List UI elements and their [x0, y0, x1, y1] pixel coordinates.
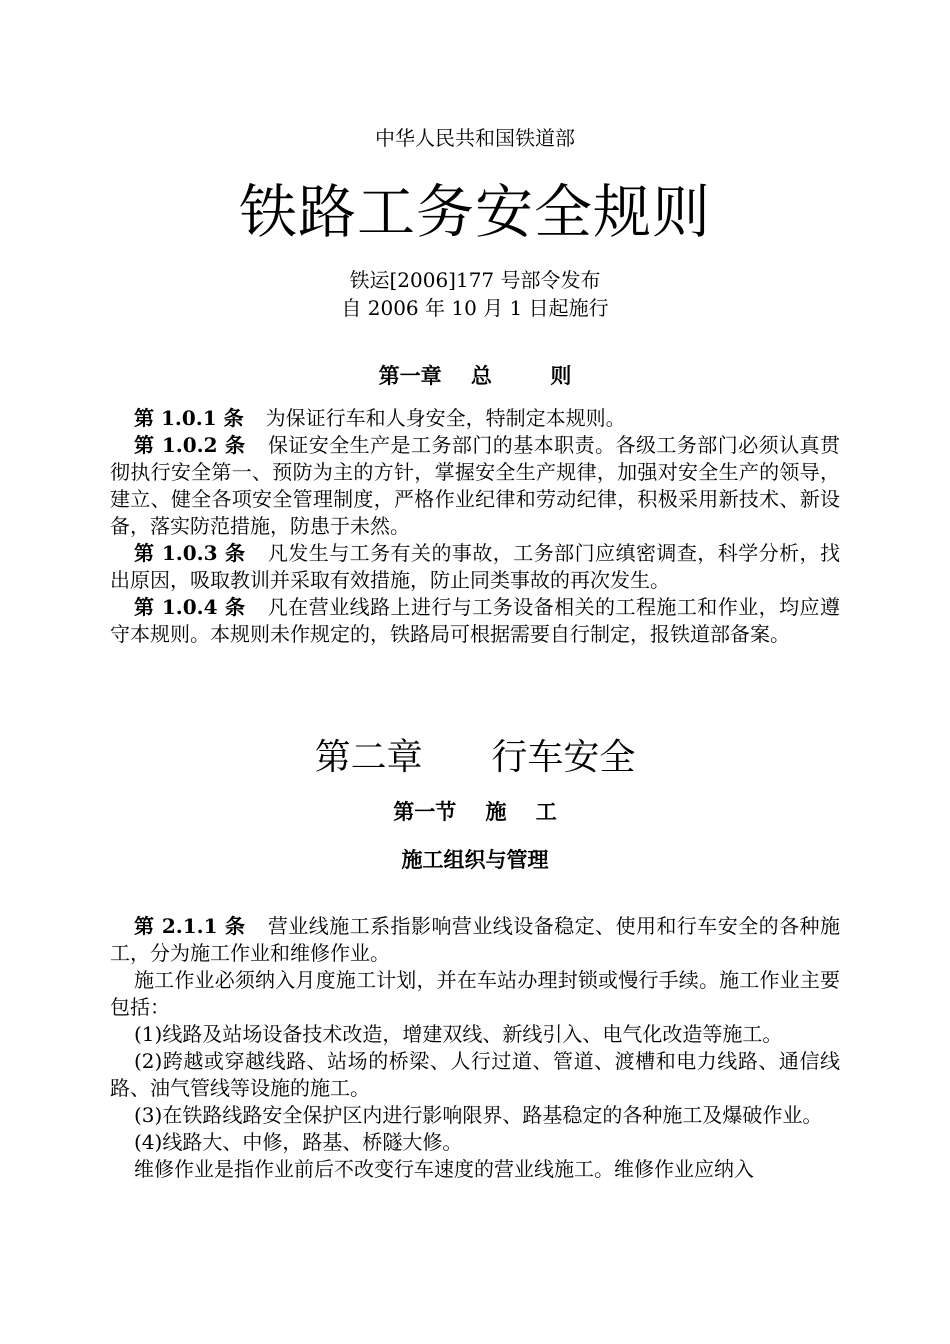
article-text: 为保证行车和人身安全，特制定本规则。	[265, 406, 626, 430]
article-2-1-1	[110, 913, 840, 967]
list-item: (2)跨越或穿越线路、站场的桥梁、人行过道、管道、渡槽和电力线路、通信线路、油气管线等设施的施工。	[110, 1049, 840, 1100]
body-paragraph: 施工作业必须纳入月度施工计划，并在车站办理封锁或慢行手续。施工作业主要包括：	[110, 968, 840, 1019]
article-1-0-2	[110, 432, 840, 540]
article-1-0-3	[110, 540, 840, 594]
article-text: 凡发生与工务有关的事故，工务部门应缜密调查，科学分析，找出原因，吸取教训并采取有效措施，防止同类事故的再次发生。	[110, 541, 840, 592]
issue-decree: 铁运[2006]177 号部令发布	[349, 268, 601, 292]
list-item: (4)线路大、中修，路基、桥隧大修。	[134, 1130, 463, 1154]
chapter-2-heading: 第二章 行车安全	[314, 737, 636, 778]
article-text: 营业线施工系指影响营业线设备稳定、使用和行车安全的各种施工，分为施工作业和维修作业。	[110, 914, 840, 965]
list-item: (1)线路及站场设备技术改造，增建双线、新线引入、电气化改造等施工。	[134, 1022, 783, 1046]
article-number: 第 1.0.4 条	[134, 595, 246, 619]
article-1-0-4	[110, 594, 840, 648]
subsection-heading: 施工组织与管理	[401, 847, 549, 872]
list-item: (3)在铁路线路安全保护区内进行影响限界、路基稳定的各种施工及爆破作业。	[134, 1103, 823, 1127]
document-title: 铁路工务安全规则	[238, 178, 711, 246]
issue-info	[0, 266, 950, 322]
article-number: 第 1.0.2 条	[134, 433, 246, 457]
body-paragraph: 维修作业是指作业前后不改变行车速度的营业线施工。维修作业应纳入	[134, 1157, 754, 1181]
issuing-authority: 中华人民共和国铁道部	[375, 126, 575, 150]
article-text: 保证安全生产是工务部门的基本职责。各级工务部门必须认真贯彻执行安全第一、预防为主的方针，掌握安全生产规律，加强对安全生产的领导，建立、健全各项安全管理制度，严格作业纪律和劳动纪律，积极采用新技术、新设备，落实防范措施，防患于未然。	[110, 433, 840, 538]
section-heading: 第一节 施 工	[393, 799, 557, 824]
article-1-0-1	[110, 405, 840, 432]
article-text: 凡在营业线路上进行与工务设备相关的工程施工和作业，均应遵守本规则。本规则未作规定的，铁路局可根据需要自行制定，报铁道部备案。	[110, 595, 840, 646]
chapter-1-heading: 第一章 总 则	[378, 363, 572, 388]
chapter-2-body	[110, 913, 840, 1183]
article-number: 第 1.0.3 条	[134, 541, 246, 565]
article-number: 第 2.1.1 条	[134, 914, 246, 938]
article-number: 第 1.0.1 条	[134, 406, 244, 430]
effective-date: 自 2006 年 10 月 1 日起施行	[341, 296, 609, 320]
chapter-1-body	[110, 405, 840, 648]
